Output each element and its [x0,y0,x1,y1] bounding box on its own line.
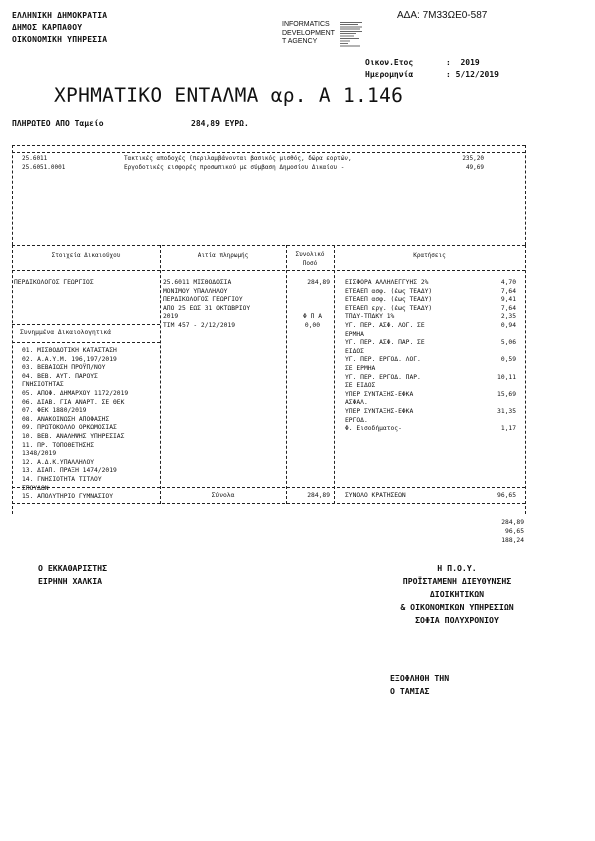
deduction-value: 4,70 [500,279,516,286]
divider [12,145,525,146]
deductions-list [345,279,516,434]
deduction-value: 2,35 [500,313,516,321]
deduction-row [345,279,516,288]
summary-gross: 284,89 [501,519,524,526]
deduction-label: ΥΓ. ΠΕΡ. ΕΡΓΟΔ. ΠΑΡ. [345,373,421,381]
deduction-value: 0,59 [500,356,516,364]
deduction-label: ΕΙΔΟΣ [345,347,364,355]
date-value: : 5/12/2019 [446,70,499,79]
cause-line: 2019 [163,313,179,321]
deduction-row [345,288,516,297]
payment-cause [163,279,250,331]
deduction-row [345,322,516,331]
list-item: 10. ΒΕΒ. ΑΝΑΛΗΨΗΣ ΥΠΗΡΕΣΙΑΣ [22,432,125,440]
list-item: 12. Α.Δ.Κ.ΥΠΑΛΛΗΛΟΥ [22,458,95,466]
divider [12,245,525,246]
supporting-docs-label: Συνημμένα Δικαιολογητικά [20,329,111,336]
cause-line: ΠΕΡΔΙΚΟΛΟΓΟΣ ΓΕΩΡΓΙΟΥ [163,296,243,304]
deduction-value: 7,64 [500,304,516,312]
signature-role: ΠΡΟΪΣΤΑΜΕΝΗ ΔΙΕΥΘΥΝΣΗΣ [402,576,512,586]
issuer-line: ΕΛΛΗΝΙΚΗ ΔΗΜΟΚΡΑΤΙΑ [12,11,108,20]
deduction-label: Φ. Εισοδήματος- [345,425,402,433]
deduction-label: ΤΠΔΥ-ΤΠΔΚΥ 1% [345,313,395,321]
deduction-label: ΥΓ. ΠΕΡ. ΑΣΦ. ΛΟΓ. ΣΕ [345,321,425,329]
list-item: 05. ΑΠΟΦ. ΔΗΜΑΡΧΟΥ 1172/2019 [22,389,129,397]
divider [525,145,526,245]
list-item: 13. ΔΙΑΠ. ΠΡΑΞΗ 1474/2019 [22,467,117,475]
logo-text: T AGENCY [282,38,318,45]
list-item: 01. ΜΙΣΘΟΔΟΤΙΚΗ ΚΑΤΑΣΤΑΣΗ [22,347,117,354]
code-description: Εργοδοτικές εισφορές προσωπικού με σύμβαση Δημοσίου Δικαίου - [124,164,345,171]
total-amount: 284,89 [307,279,330,286]
list-item: 09. ΠΡΩΤΟΚΟΛΛΟ ΟΡΚΩΜΟΣΙΑΣ [22,424,117,432]
divider [525,245,526,514]
supporting-docs-list [22,347,128,502]
deduction-label: ΥΓ. ΠΕΡ. ΕΡΓΟΔ. ΛΟΓ. [345,356,421,364]
deduction-row [345,313,516,322]
list-item: 07. ΦΕΚ 1880/2019 [22,407,87,415]
list-item: ΓΝΗΣΙΟΤΗΤΑΣ [22,381,64,389]
agency-logo [282,21,362,49]
payment-amount: 284,89 ΕΥΡΩ. [191,119,249,128]
deductions-total-value: 96,65 [497,492,516,499]
fiscal-year-value: : 2019 [446,58,480,67]
deduction-label: ΑΣΦΑΛ. [345,399,368,407]
deduction-label: ΥΓ. ΠΕΡ. ΑΣΦ. ΠΑΡ. ΣΕ [345,339,425,347]
payment-label: ΠΛΗΡΩΤΕΟ ΑΠΟ Ταμείο [12,119,104,128]
column-header-beneficiary: Στοιχεία Δικαιούχου [51,252,121,259]
column-header-deductions: Κρατήσεις [413,252,446,259]
deduction-row [345,382,516,391]
divider [12,245,13,514]
list-item: ΣΠΟΥΔΩΝ [22,484,49,492]
ada-number: ΑΔΑ: 7Μ33ΩΕ0-587 [397,10,488,21]
cause-line: 25.6011 ΜΙΣΘΟΔΟΣΙΑ [163,279,232,286]
deduction-value: 0,94 [500,321,516,329]
deductions-total-label: ΣΥΝΟΛΟ ΚΡΑΤΗΣΕΩΝ [345,492,406,499]
deduction-label: ΕΡΜΗΑ [345,330,364,338]
deduction-value: 31,35 [497,407,516,415]
summary-deductions: 96,65 [505,528,524,535]
signature-role: Η Π.Ο.Υ. [437,563,477,573]
beneficiary-name: ΠΕΡΔΙΚΟΛΟΓΟΣ ΓΕΩΡΓΙΟΣ [14,279,94,286]
cause-line: ΑΠΟ 25 ΕΩΣ 31 ΟΚΤΩΒΡΙΟΥ [163,304,251,312]
deduction-value: 1,17 [500,425,516,433]
code-amount: 235,20 [462,155,484,162]
cashier-role: Ο ΤΑΜΙΑΣ [390,686,430,696]
deduction-label: ΕΤΕΑΕΠ ασφ. (έως ΤΕΑΔΥ) [345,287,433,295]
totals-label: Σύνολα [211,492,235,499]
code-description: Τακτικές αποδοχές (περιλαμβάνονται βασικός μισθός, δώρα εορτών, [124,155,352,162]
date-label: Ημερομηνία [365,70,414,79]
deduction-value: 5,06 [500,339,516,347]
deduction-row [345,296,516,305]
deduction-row [345,391,516,400]
deduction-label: ΣΕ ΕΙΔΟΣ [345,382,376,390]
signature-role: Ο ΕΚΚΑΘΑΡΙΣΤΗΣ [38,563,108,573]
totals-amount: 284,89 [307,492,330,499]
fpa-value: 0,00 [304,322,320,329]
deduction-row [345,374,516,383]
fiscal-year-label: Οικον.Ετος [365,58,414,67]
page-title: ΧΡΗΜΑΤΙΚΟ ΕΝΤΑΛΜΑ αρ. Α 1.146 [54,84,404,107]
code-amount: 49,69 [465,164,484,171]
signature-right [360,563,554,626]
logo-greek-lettering-icon [340,21,364,49]
deduction-label: ΥΠΕΡ ΣΥΝΤΑΞΗΣ-ΕΦΚΑ [345,390,414,398]
signature-name: ΕΙΡΗΝΗ ΧΑΛΚΙΑ [38,576,103,586]
signature-name: ΣΟΦΙΑ ΠΟΛΥΧΡΟΝΙΟΥ [415,615,499,625]
deduction-label: ΣΕ ΕΡΜΗΑ [345,364,376,372]
list-item: 1348/2019 [22,450,57,458]
divider [12,342,160,343]
list-item: 08. ΑΝΑΚΟΙΝΩΣΗ ΑΠΟΦΑΣΗΣ [22,415,110,423]
deduction-row [345,339,516,348]
deduction-row [345,417,516,426]
deduction-row [345,425,516,434]
divider [286,245,287,504]
divider [334,245,335,504]
summary-net: 188,24 [501,537,524,544]
divider [12,145,13,245]
deduction-row [345,399,516,408]
cashier-paid-label: ΕΞΟΦΛΗΘΗ ΤΗΝ [390,673,450,683]
signature-role: & ΟΙΚΟΝΟΜΙΚΩΝ ΥΠΗΡΕΣΙΩΝ [400,602,514,612]
list-item: 14. ΓΝΗΣΙΟΤΗΤΑ ΤΙΤΛΟΥ [22,475,102,483]
deduction-label: ΥΠΕΡ ΣΥΝΤΑΞΗΣ-ΕΦΚΑ [345,407,414,415]
deduction-label: ΕΤΕΑΕΠ ασφ. (έως ΤΕΑΔΥ) [345,296,433,304]
issuer-line: ΟΙΚΟΝΟΜΙΚΗ ΥΠΗΡΕΣΙΑ [12,35,108,44]
deduction-value: 9,41 [500,296,516,304]
deduction-row [345,365,516,374]
logo-text: DEVELOPMENT [282,29,335,37]
deduction-row [345,408,516,417]
column-header-total: Ποσό [302,260,318,267]
deduction-label: ΕΡΓΟΔ. [345,416,368,424]
issuer-line: ΔΗΜΟΣ ΚΑΡΠΑΘΟΥ [12,23,83,32]
list-item: 06. ΔΙΑΒ. ΓΙΑ ΑΝΑΡΤ. ΣΕ ΘΕΚ [22,398,125,406]
deduction-row [345,356,516,365]
deduction-row [345,305,516,314]
deduction-row [345,331,516,340]
fpa-label: Φ Π Α [303,313,322,320]
list-item: 11. ΠΡ. ΤΟΠΟΘΕΤΗΣΗΣ [22,441,95,449]
deduction-value: 15,69 [497,390,516,398]
code: 25.6051.0001 [22,164,66,171]
cause-line: ΜΟΝΙΜΟΥ ΥΠΑΛΛΗΛΟΥ [163,287,228,295]
deduction-row [345,348,516,357]
deduction-label: ΕΤΕΑΕΠ εργ. (έως ΤΕΑΔΥ) [345,304,433,312]
divider [12,324,160,325]
list-item: 04. ΒΕΒ. ΑΥΤ. ΠΑΡΟΥΣ [22,372,98,380]
divider [160,245,161,504]
column-header-cause: Αιτία πληρωμής [197,252,249,259]
deduction-label: ΕΙΣΦΟΡΑ ΑΛΛΗΛΕΓΓΥΗΣ 2% [345,279,429,286]
divider [12,503,525,504]
divider [12,270,525,271]
divider [12,152,525,153]
cause-line: ΤΙΜ 457 - 2/12/2019 [163,321,236,329]
signature-role: ΔΙΟΙΚΗΤΙΚΩΝ [429,589,485,599]
logo-text: INFORMATICS [282,21,330,28]
list-item: 03. ΒΕΒΑΙΩΣΗ ΠΡΟΫΠ/ΝΟΥ [22,364,106,372]
list-item: 02. Α.Α.Υ.Μ. 196,197/2019 [22,355,117,363]
deduction-value: 7,64 [500,287,516,295]
code: 25.6011 [22,155,48,162]
list-item: 15. ΑΠΟΛΥΤΗΡΙΟ ΓΥΜΝΑΣΙΟΥ [22,493,113,501]
column-header-total: Συνολικό [295,251,325,258]
deduction-value: 10,11 [497,373,516,381]
